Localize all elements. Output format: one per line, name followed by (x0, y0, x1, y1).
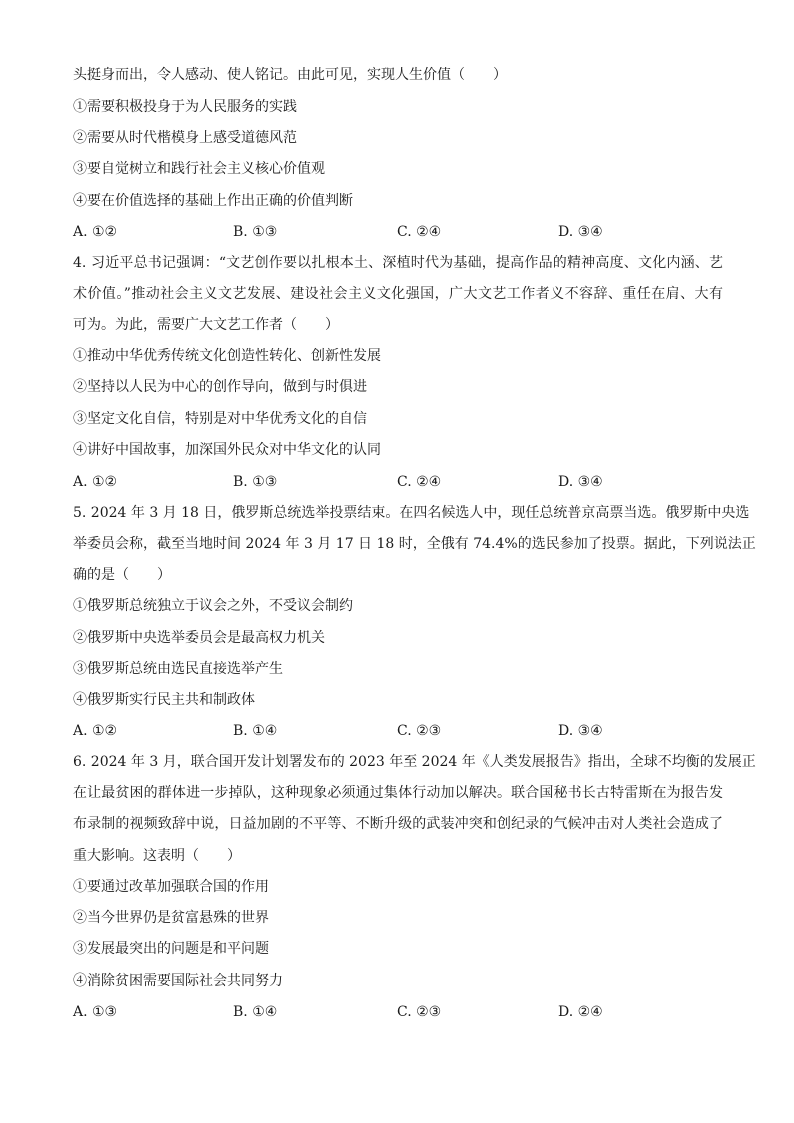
q5-item-4: ④俄罗斯实行民主共和制政体 (73, 692, 255, 708)
q5-option-a: A. ①② (73, 723, 118, 739)
q4-option-d: D. ③④ (558, 474, 603, 490)
q4-stem-line-2: 术价值。”推动社会主义文艺发展、建设社会主义文化强国，广大文艺工作者义不容辞、重任在肩、大有 (73, 286, 723, 302)
q3-item-2: ②需要从时代楷模身上感受道德风范 (73, 130, 297, 146)
q6-item-2: ②当今世界仍是贫富悬殊的世界 (73, 910, 269, 926)
q3-item-3: ③要自觉树立和践行社会主义核心价值观 (73, 161, 325, 177)
q5-stem-line-3: 确的是（ ） (73, 567, 171, 583)
q5-stem-line-2: 举委员会称，截至当地时间 2024 年 3 月 17 日 18 时，全俄有 74.4%的选民参加了投票。据此，下列说法正 (73, 536, 756, 552)
q5-options (73, 722, 723, 740)
q3-item-1: ①需要积极投身于为人民服务的实践 (73, 99, 297, 115)
q5-option-b: B. ①④ (233, 723, 278, 739)
q3-options (73, 223, 723, 241)
q5-item-3: ③俄罗斯总统由选民直接选举产生 (73, 661, 283, 677)
q6-option-b: B. ①④ (233, 1004, 278, 1020)
q6-item-4: ④消除贫困需要国际社会共同努力 (73, 973, 283, 989)
q4-stem-line-1: 4. 习近平总书记强调：“文艺创作要以扎根本土、深植时代为基础，提高作品的精神高度、文化内涵、艺 (73, 255, 723, 271)
q6-stem-line-2: 在让最贫困的群体进一步掉队，这种现象必须通过集体行动加以解决。联合国秘书长古特雷斯在为报告发 (73, 785, 723, 801)
q6-stem-line-4: 重大影响。这表明（ ） (73, 848, 241, 864)
q4-stem-line-3: 可为。为此，需要广大文艺工作者（ ） (73, 317, 339, 333)
q6-stem-line-3: 布录制的视频致辞中说，日益加剧的不平等、不断升级的武装冲突和创纪录的气候冲击对人类社会造成了 (73, 816, 723, 832)
q4-item-2: ②坚持以人民为中心的创作导向，做到与时俱进 (73, 379, 367, 395)
q4-options (73, 473, 723, 491)
q4-option-c: C. ②④ (397, 474, 442, 490)
q5-stem-line-1: 5. 2024 年 3 月 18 日，俄罗斯总统选举投票结束。在四名候选人中，现任总统普京高票当选。俄罗斯中央选 (73, 505, 750, 521)
q5-option-c: C. ②③ (397, 723, 442, 739)
q5-item-2: ②俄罗斯中央选举委员会是最高权力机关 (73, 630, 325, 646)
q6-option-a: A. ①③ (73, 1004, 118, 1020)
q4-option-a: A. ①② (73, 474, 118, 490)
q3-option-a: A. ①② (73, 224, 118, 240)
q6-item-3: ③发展最突出的问题是和平问题 (73, 941, 269, 957)
q6-option-d: D. ②④ (558, 1004, 603, 1020)
q6-item-1: ①要通过改革加强联合国的作用 (73, 879, 269, 895)
q5-item-1: ①俄罗斯总统独立于议会之外，不受议会制约 (73, 598, 353, 614)
q4-option-b: B. ①③ (233, 474, 278, 490)
q3-option-d: D. ③④ (558, 224, 603, 240)
q6-stem-line-1: 6. 2024 年 3 月，联合国开发计划署发布的 2023 年至 2024 年《人类发展报告》指出，全球不均衡的发展正 (73, 754, 756, 770)
q4-item-1: ①推动中华优秀传统文化创造性转化、创新性发展 (73, 348, 381, 364)
q6-options (73, 1003, 723, 1021)
q5-option-d: D. ③④ (558, 723, 603, 739)
q3-item-4: ④要在价值选择的基础上作出正确的价值判断 (73, 193, 353, 209)
q6-option-c: C. ②③ (397, 1004, 442, 1020)
q3-option-c: C. ②④ (397, 224, 442, 240)
q4-item-3: ③坚定文化自信，特别是对中华优秀文化的自信 (73, 411, 367, 427)
q4-item-4: ④讲好中国故事，加深国外民众对中华文化的认同 (73, 442, 381, 458)
q3-option-b: B. ①③ (233, 224, 278, 240)
q3-stem-line: 头挺身而出，令人感动、使人铭记。由此可见，实现人生价值（ ） (73, 67, 507, 83)
